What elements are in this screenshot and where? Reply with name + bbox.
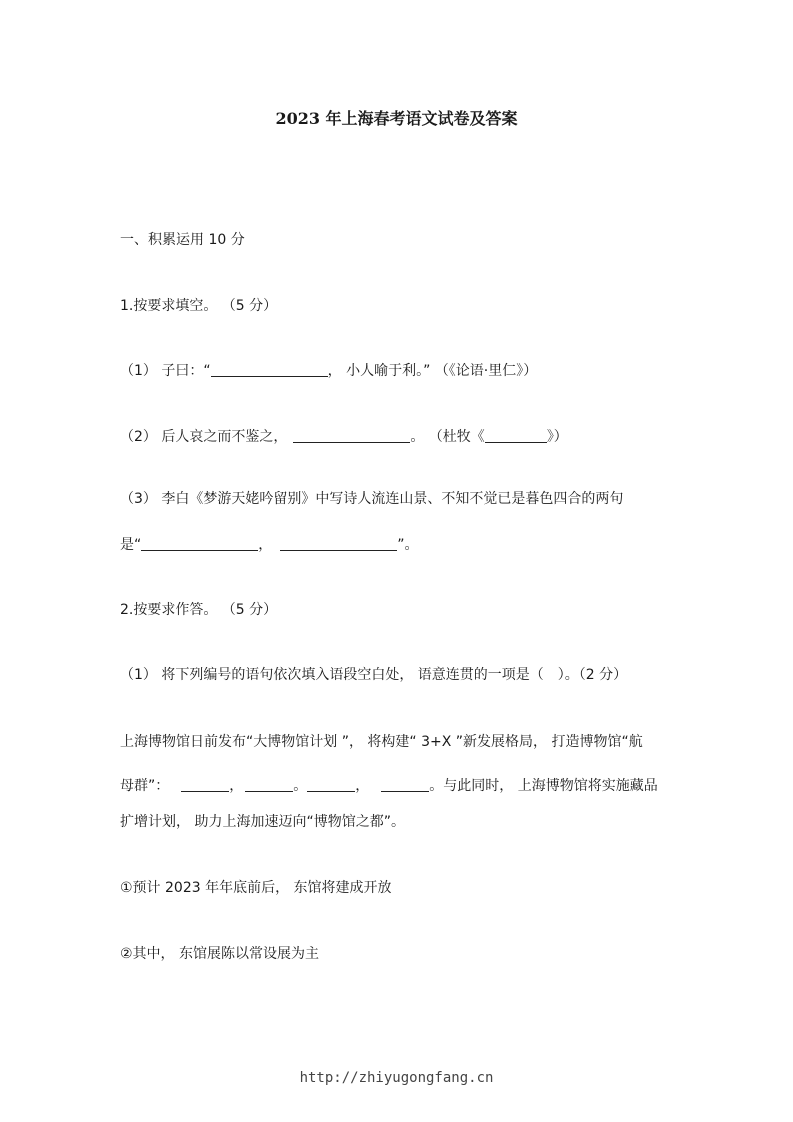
q1-1-text-end: ， 小人喻于利。” （《论语·里仁》）: [327, 363, 538, 379]
answer-blank: [381, 777, 429, 792]
answer-blank: [307, 777, 355, 792]
question-1-3-continued: [120, 534, 419, 554]
answer-blank: [141, 536, 258, 551]
footer-url[interactable]: http://zhiyugongfang.cn: [299, 1070, 494, 1086]
answer-blank: [181, 777, 229, 792]
passage-line-3: 扩增计划， 助力上海加速迈向“博物馆之都”。: [120, 814, 405, 830]
passage-sep-1: ，: [229, 778, 244, 794]
q1-2-text-mid: 。 （杜牧《: [410, 429, 485, 445]
q1-3-text-start: 是“: [120, 537, 142, 553]
question-2-1: （1） 将下列编号的语句依次填入语段空白处， 语意连贯的一项是（ ）。（2 分）: [120, 667, 628, 683]
passage-text-start: 母群”：: [120, 778, 170, 794]
question-2-heading: 2.按要求作答。 （5 分）: [120, 602, 278, 618]
q1-3-text-end: ”。: [397, 537, 419, 553]
answer-blank: [280, 536, 397, 551]
answer-blank: [245, 777, 293, 792]
section-heading: 一、积累运用 10 分: [120, 232, 245, 248]
passage-sep-2: 。: [293, 778, 308, 794]
q1-2-text-start: （2） 后人哀之而不鉴之，: [120, 429, 288, 445]
option-2: ②其中， 东馆展陈以常设展为主: [120, 946, 320, 962]
option-1: ①预计 2023 年年底前后， 东馆将建成开放: [120, 880, 392, 896]
passage-line-2: [120, 775, 658, 795]
question-1-heading: 1.按要求填空。 （5 分）: [120, 298, 278, 314]
document-title: 2023 年上海春考语文试卷及答案: [275, 109, 518, 128]
answer-blank: [293, 428, 410, 443]
question-1-2: [120, 426, 568, 446]
passage-line-1: 上海博物馆日前发布“大博物馆计划 ”， 将构建“ 3+X ”新发展格局， 打造博物馆“航: [120, 734, 643, 750]
q1-1-text-start: （1） 子曰：“: [120, 363, 211, 379]
passage-sep-3: ，: [355, 778, 370, 794]
answer-blank: [211, 362, 328, 377]
question-1-1: [120, 360, 537, 380]
passage-text-end: 。与此同时， 上海博物馆将实施藏品: [429, 778, 658, 794]
q1-3-comma: ，: [258, 537, 273, 553]
question-1-3: （3） 李白《梦游天姥吟留别》中写诗人流连山景、不知不觉已是暮色四合的两句: [120, 491, 624, 507]
answer-blank: [485, 428, 547, 443]
q1-2-text-end: 》）: [546, 429, 568, 445]
